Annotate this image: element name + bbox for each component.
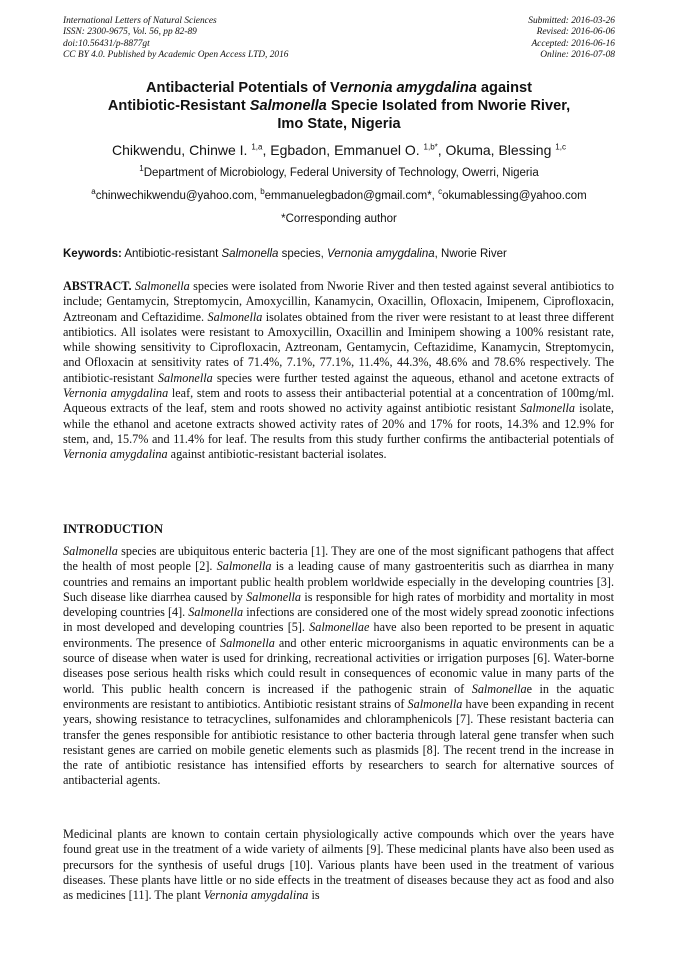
abstract-text: leaf, stem and roots to assess their antibacterial potential at a concentration of 100mg/ml. Aqueous extracts of the leaf, stem and roots showed no activity against antibiotic resistant	[63, 386, 614, 416]
body-text: have been expanding in recent years, showing resistance to tetracyclines, sulfonamides and chloramphenicols [7]. These resistant bacteria can transfer the genes responsible for antibiotic resistance to other bacteria through lateral gene transfer when such resistant genes are carried on mobile genetic elements such as plasmids [8]. The recent trend in the increase in the rate of antibiotic resistance has intensified efforts by researchers to search for alternative sources of antibacterial agents.	[63, 696, 614, 788]
abstract-text: isolate, while the ethanol and acetone extracts showed activity rates of 20% and 17% for roots, 14.3% and 12.9% for stem, and, 15.7% and 11.4% for leaf. The results from this study further confirms the antibacterial potentials of	[63, 401, 614, 446]
email-list	[30, 189, 648, 203]
email-link[interactable]: chinwechikwendu@yahoo.com,	[95, 190, 261, 202]
author-name: Chikwendu, Chinwe I.	[112, 142, 252, 158]
journal-info	[63, 16, 288, 61]
abstract-text: Salmonella	[157, 370, 213, 385]
body-text: Salmonella	[188, 605, 244, 620]
keywords-text: Antibiotic-resistant	[121, 248, 222, 260]
body-text: infections are considered one of the most widely spread zoonotic infections in most developed and developing countries [5].	[63, 605, 614, 635]
body-text: is a leading cause of many gastroenteritis such as diarrhea in many countries and remains an important public health problem worldwide especially in the developing countries [3]. Such disease like diarrhea caused by	[63, 559, 614, 604]
title-text: Imo State, Nigeria	[277, 116, 401, 132]
body-text: Vernonia amygdalina	[203, 888, 309, 903]
dates-info	[528, 16, 615, 61]
intro-paragraph-2	[63, 827, 614, 903]
author-superscript: 1,a	[251, 142, 263, 152]
abstract-text: Salmonella	[207, 309, 263, 324]
submitted-date: Submitted: 2016-03-26	[528, 16, 615, 26]
body-text: species are ubiquitous enteric bacteria [1]. They are one of the most significant pathogens that affect the health of most people [2].	[63, 544, 614, 574]
corresponding-note: *Corresponding author	[281, 213, 397, 225]
accepted-date: Accepted: 2016-06-16	[531, 38, 615, 49]
abstract-text: Salmonella	[134, 279, 190, 293]
abstract-text: species were further tested against the aqueous, ethanol and acetone extracts of	[212, 370, 614, 385]
keywords-text: , Nworie River	[434, 248, 507, 260]
abstract-text: species were isolated from Nworie River and then tested against several antibiotics to include; Gentamycin, Streptomycin, Amoxycillin, Kanamycin, Oxacillin, Ofloxacin, Imipenem, Ciprofloxacin, Aztreonam and Ceftazidime.	[63, 279, 614, 324]
issn-line: ISSN: 2300-9675, Vol. 56, pp 82-89	[63, 27, 197, 38]
body-text: Medicinal plants are known to contain certain physiologically active compounds which over the years have found great use in the treatment of a wide variety of ailments [9]. These medicinal plants have also been used as precursors for the synthesis of useful drugs [10]. Various plants have been used in the treatment of various diseases. These plants have little or no side effects in the treatment of diseases because they act as food and also as medicines [11]. The plant	[63, 827, 614, 903]
affiliation-superscript: 1	[139, 164, 144, 174]
keywords-text: species,	[278, 248, 327, 260]
affiliation	[30, 166, 648, 180]
online-date: Online: 2016-07-08	[540, 49, 615, 60]
body-text: Salmonella	[471, 681, 527, 696]
author-name: , Egbadon, Emmanuel O.	[262, 142, 424, 158]
keywords-label: Keywords:	[63, 248, 122, 260]
author-name: , Okuma, Blessing	[437, 142, 556, 158]
email-superscript: a	[91, 187, 96, 197]
body-text: have also been reported to be present in aquatic environments. The presence of	[63, 620, 615, 650]
intro-paragraph-1	[63, 544, 614, 789]
paper-title	[40, 79, 638, 133]
email-link[interactable]: okumablessing@yahoo.com	[442, 190, 587, 202]
abstract-label: ABSTRACT.	[63, 279, 132, 293]
section-heading: INTRODUCTION	[63, 522, 164, 536]
abstract-paragraph	[63, 279, 614, 463]
affiliation-text: Department of Microbiology, Federal University of Technology, Owerri, Nigeria	[143, 167, 539, 179]
abstract-text: Vernonia amygdalina	[63, 386, 169, 401]
keywords-text: Salmonella	[221, 248, 279, 260]
email-superscript: c	[438, 187, 443, 197]
title-text: Specie Isolated from Nworie River,	[326, 98, 571, 114]
email-superscript: b	[260, 187, 265, 197]
author-superscript: 1,b*	[423, 142, 438, 152]
body-text: Salmonella	[246, 589, 302, 604]
body-text: e in the aquatic environments are resistant to antibiotics. Antibiotic resistant strains of	[63, 681, 614, 711]
title-species: ernonia amygdalina	[339, 80, 477, 96]
title-text: against	[476, 80, 533, 96]
license-line: CC BY 4.0. Published by Academic Open Access LTD, 2016	[63, 49, 289, 60]
author-list	[30, 141, 648, 159]
doi-line: doi:10.56431/p-8877gt	[63, 38, 150, 49]
email-link[interactable]: emmanuelegbadon@gmail.com*,	[264, 190, 439, 202]
body-text: and other enteric microorganisms in aquatic environments can be a source of disease when water is used for drinking, recreational activities or irrigation purposes [6]. Water-borne diseases pose serious health risks which could result in consequences of economic value in many parts of the world. This public health concern is increased if the pathogenic strain of	[63, 635, 614, 696]
abstract-text: Salmonella	[520, 401, 576, 416]
revised-date: Revised: 2016-06-06	[536, 27, 615, 38]
abstract-text: Vernonia amygdalina	[63, 447, 168, 462]
body-text: Salmonella	[63, 544, 118, 558]
title-text: Antibiotic-Resistant	[107, 98, 250, 114]
title-species: Salmonella	[249, 98, 327, 114]
body-text: is responsible for high rates of morbidity and mortality in most developing countries [4].	[63, 589, 614, 620]
body-text: Salmonella	[407, 696, 463, 711]
body-text: Salmonella	[216, 559, 272, 574]
title-text: Antibacterial Potentials of V	[145, 80, 340, 96]
keywords-text: Vernonia amygdalina	[327, 248, 435, 260]
keywords-line	[63, 247, 623, 261]
body-text: is	[308, 888, 320, 903]
author-superscript: 1,c	[555, 142, 566, 152]
journal-name: International Letters of Natural Sciences	[63, 16, 217, 26]
body-text: Salmonellae	[309, 620, 370, 635]
abstract-text: isolates obtained from the river were resistant to at least three different antibiotics. All isolates were resistant to Amoxycillin, Oxacillin and Iminipem showing a 100% resistant rate, while showing sensitivity to Ciprofloxacin, Aztreonam, Gentamycin, Ceftazidime, Kanamycin, Streptomycin, and Ofloxacin at sensitivity rates of 71.4%, 7.1%, 77.1%, 11.4%, 44.3%, 48.6% and 78.6% respectively. The antibiotic-resistant	[63, 309, 614, 385]
abstract-text: against antibiotic-resistant bacterial isolates.	[167, 447, 387, 462]
body-text: Salmonella	[219, 635, 275, 650]
